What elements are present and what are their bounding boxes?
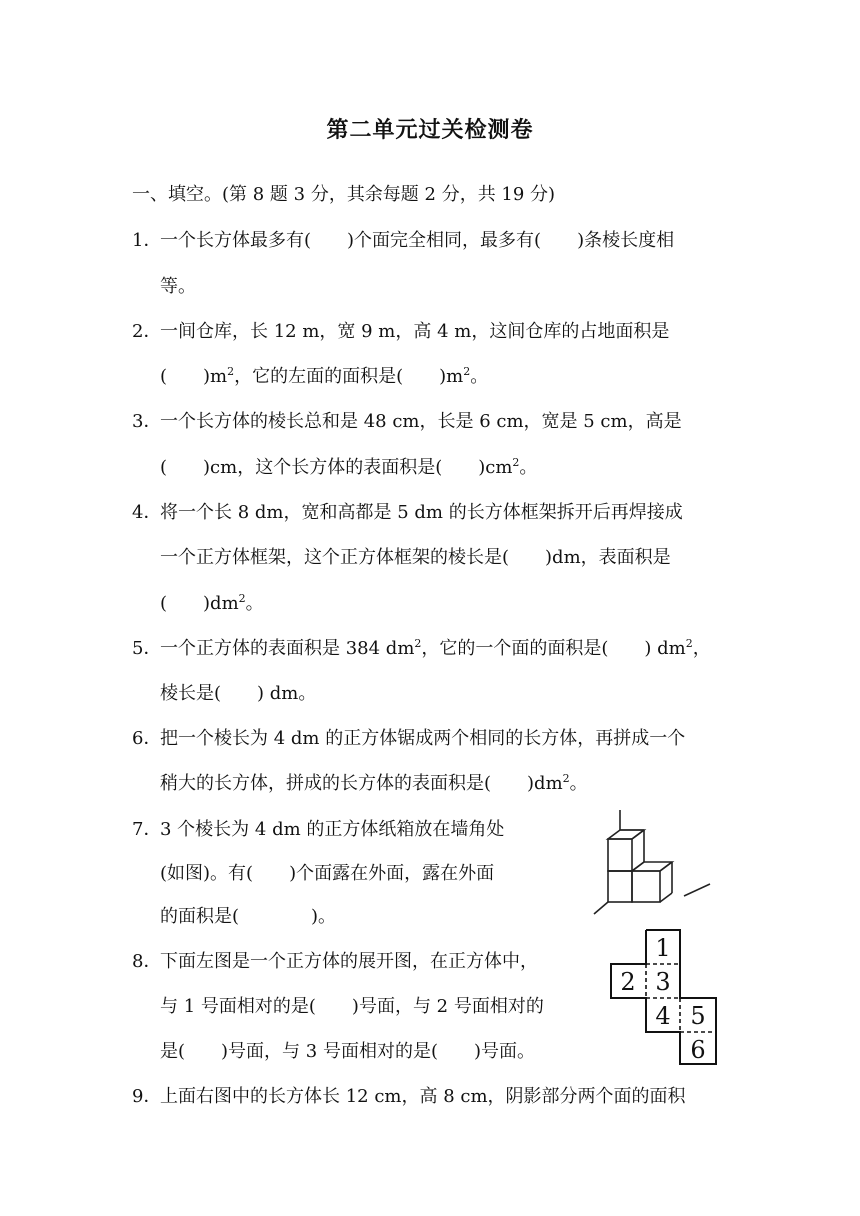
question-7-line-1 (132, 818, 504, 842)
question-text: 。 (470, 366, 489, 387)
net-label-2: 2 (620, 968, 636, 996)
question-4-line-2: 一个正方体框架，这个正方体框架的棱长是( )dm，表面积是 (160, 547, 671, 568)
question-6-line-2 (160, 772, 588, 796)
question-text: 一间仓库，长 12 m，宽 9 m，高 4 m，这间仓库的占地面积是 (160, 321, 670, 342)
question-9-line-1 (132, 1085, 686, 1109)
question-text: ， (692, 638, 711, 659)
question-text: 把一个棱长为 4 dm 的正方体锯成两个相同的长方体，再拼成一个 (160, 728, 686, 749)
question-1-line-1 (132, 229, 674, 253)
question-1-line-2: 等。 (160, 276, 196, 297)
superscript: 2 (227, 365, 235, 378)
question-8-line-2: 与 1 号面相对的是( )号面，与 2 号面相对的 (160, 996, 544, 1017)
question-7-line-3: 的面积是( )。 (160, 906, 337, 927)
net-label-6: 6 (690, 1036, 706, 1064)
question-5-line-1 (132, 637, 711, 661)
question-number: 2． (132, 321, 162, 342)
question-8-line-3: 是( )号面，与 3 号面相对的是( )号面。 (160, 1041, 535, 1062)
question-text: 。 (569, 773, 588, 794)
question-text: 。 (245, 593, 264, 614)
question-4-line-1 (132, 501, 683, 525)
net-label-1: 1 (655, 934, 671, 962)
question-text: 将一个长 8 dm，宽和高都是 5 dm 的长方体框架拆开后再焊接成 (160, 502, 683, 523)
superscript: 2 (414, 637, 422, 650)
question-number: 4． (132, 502, 162, 523)
question-4-line-3 (160, 592, 264, 616)
superscript: 2 (463, 365, 471, 378)
question-text: ( )dm (160, 593, 239, 614)
superscript: 2 (562, 772, 570, 785)
question-text: 一个长方体最多有( )个面完全相同，最多有( )条棱长度相 (160, 230, 675, 251)
question-text: 下面左图是一个正方体的展开图，在正方体中， (160, 951, 538, 972)
question-3-line-2 (160, 456, 537, 480)
question-5-line-2: 棱长是( ) dm。 (160, 683, 317, 704)
question-text: ，它的左面的面积是( )m (234, 366, 464, 387)
section-heading: 一、填空。(第 8 题 3 分，其余每题 2 分，共 19 分) (132, 184, 556, 205)
answer-blank-area: ( )m (160, 366, 228, 387)
question-8-line-1 (132, 950, 538, 974)
question-3-line-1 (132, 410, 682, 434)
net-label-4: 4 (655, 1002, 671, 1030)
superscript: 2 (238, 592, 246, 605)
question-number: 3． (132, 411, 162, 432)
question-text: 。 (519, 457, 538, 478)
question-number: 1． (132, 230, 162, 251)
question-text: 稍大的长方体，拼成的长方体的表面积是( )dm (160, 773, 563, 794)
question-2-line-2 (160, 365, 488, 389)
question-number: 9． (132, 1086, 162, 1107)
question-number: 7． (132, 819, 162, 840)
net-label-3: 3 (655, 968, 671, 996)
question-text: ( )cm，这个长方体的表面积是( )cm (160, 457, 513, 478)
question-number: 5． (132, 638, 162, 659)
question-text: 3 个棱长为 4 dm 的正方体纸箱放在墙角处 (160, 819, 505, 840)
question-7-line-2: (如图)。有( )个面露在外面，露在外面 (160, 863, 495, 884)
question-2-line-1 (132, 320, 669, 344)
corner-cubes-figure (588, 808, 718, 920)
superscript: 2 (685, 637, 693, 650)
page-title: 第二单元过关检测卷 (326, 118, 534, 143)
question-6-line-1 (132, 727, 685, 751)
net-label-5: 5 (690, 1002, 706, 1030)
question-text: ，它的一个面的面积是( ) dm (421, 638, 686, 659)
question-number: 8． (132, 951, 162, 972)
question-text: 一个正方体的表面积是 384 dm (160, 638, 415, 659)
question-text: 上面右图中的长方体长 12 cm，高 8 cm，阴影部分两个面的面积 (160, 1086, 686, 1107)
superscript: 2 (512, 456, 520, 469)
question-number: 6． (132, 728, 162, 749)
cube-net-figure (608, 927, 720, 1069)
question-text: 一个长方体的棱长总和是 48 cm，长是 6 cm，宽是 5 cm，高是 (160, 411, 682, 432)
